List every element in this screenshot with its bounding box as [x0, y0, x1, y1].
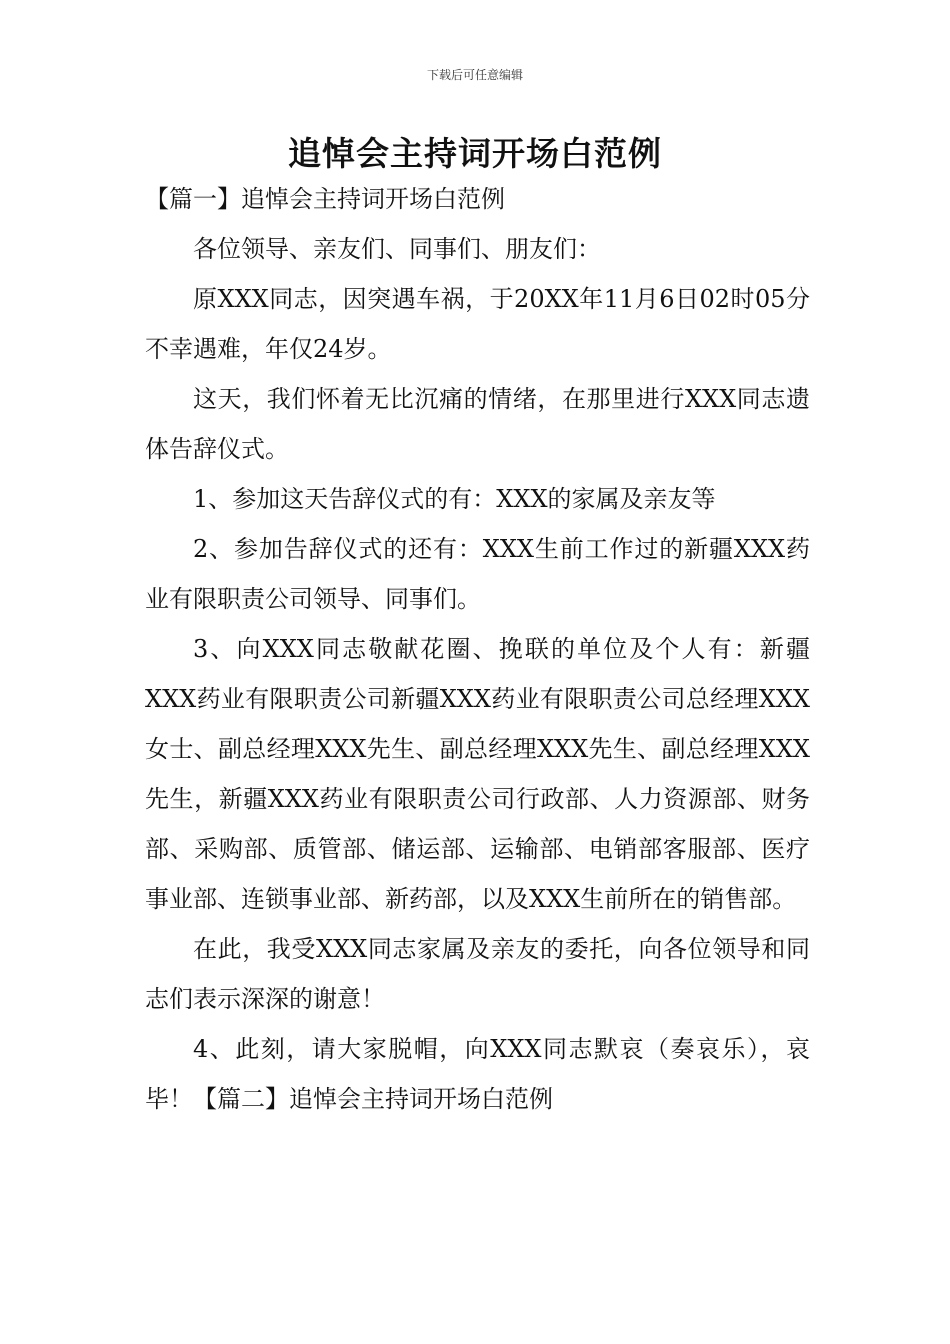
paragraph: 在此，我受XXX同志家属及亲友的委托，向各位领导和同志们表示深深的谢意！	[145, 935, 810, 1013]
paragraph: 各位领导、亲友们、同事们、朋友们：	[193, 235, 601, 263]
paragraph: 原XXX同志，因突遇车祸，于20XX年11月6日02时05分不幸遇难，年仅24岁。	[145, 285, 810, 363]
section-heading: 【篇一】追悼会主持词开场白范例	[145, 185, 505, 213]
document-body	[145, 174, 810, 1124]
paragraph: 2、参加告辞仪式的还有：XXX生前工作过的新疆XXX药业有限职责公司领导、同事们。	[145, 535, 810, 613]
paragraph: 3、向XXX同志敬献花圈、挽联的单位及个人有：新疆XXX药业有限职责公司新疆XXX药业有限职责公司总经理XXX女士、副总经理XXX先生、副总经理XXX先生、副总经理XXX先生，新疆XXX药业有限职责公司行政部、人力资源部、财务部、采购部、质管部、储运部、运输部、电销部客服部、医疗事业部、连锁事业部、新药部，以及XXX生前所在的销售部。	[145, 635, 810, 913]
header-note: 下载后可任意编辑	[426, 68, 523, 82]
paragraph: 4、此刻，请大家脱帽，向XXX同志默哀（奏哀乐），哀毕！【篇二】追悼会主持词开场白范例	[145, 1035, 810, 1113]
paragraph: 1、参加这天告辞仪式的有：XXX的家属及亲友等	[193, 485, 716, 513]
paragraph: 这天，我们怀着无比沉痛的情绪，在那里进行XXX同志遗体告辞仪式。	[145, 385, 810, 463]
page-title: 追悼会主持词开场白范例	[288, 134, 662, 173]
